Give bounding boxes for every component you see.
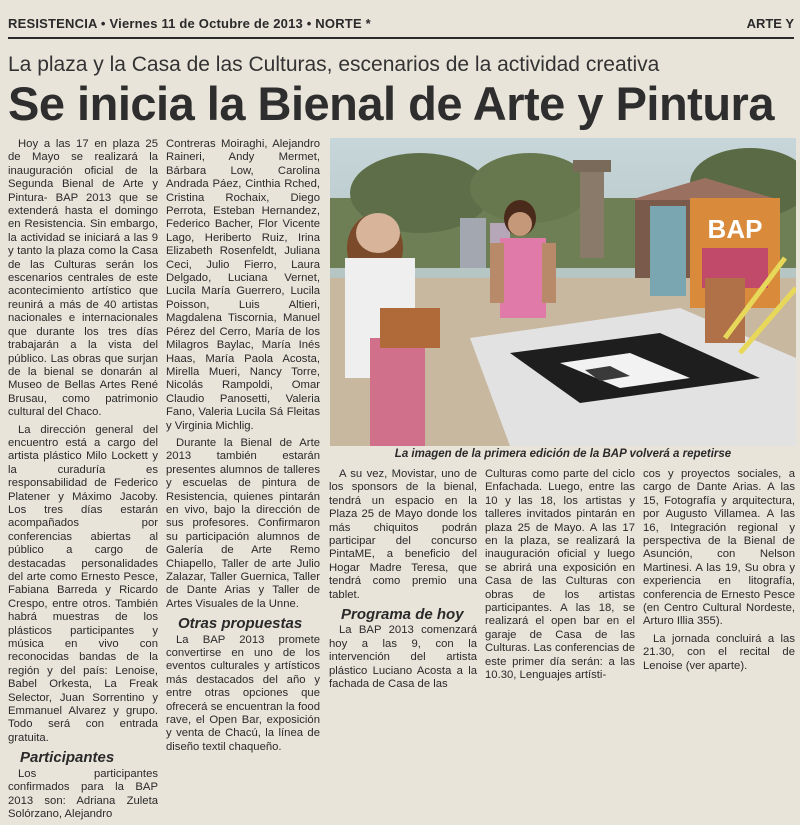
article-column-1 bbox=[8, 138, 158, 825]
subheading-participants: Participantes bbox=[20, 749, 115, 767]
paragraph: cos y proyectos sociales, a cargo de Dante Arias. A las 15, Fotografía y arquitectura, por Augusto Villamea. A las 16, Integración regional y perspectiva de la Bienal de Asunción, con Nelson Martinesi. A las 19, Su obra y experiencia en litografía, conferencia de Ernesto Pesce (en Centro Cultural Nordeste, Arturo Illia 355). bbox=[643, 468, 795, 628]
paragraph: Contreras Moiraghi, Alejandro Raineri, Andy Mermet, Bárbara Low, Carolina Andrada Páez, Cinthia Rched, Cristina Rochaix, Diego Perrota, Esteban Hernandez, Federico Bacher, Flor Vicente Lago, Heriberto Ruiz, Irina Elizabeth Rosenfeldt, Juliana Ceci, Julio Fierro, Laura Delgado, Luciana Vernet, Lucila María Guerrero, Lucila Poisson, Luis Altieri, Magdalena Tiscornia, Manuel Pérez del Cerro, María de los Milagros Baylac, María Inés Haas, María Paola Acosta, Mirella Mueri, Nancy Torre, Nicolás Rampoldi, Omar Claudio Panosetti, Valeria Fano, Valeria Lucila Sá Fleitas y Virginia Michlig. bbox=[166, 138, 320, 432]
article-photo bbox=[330, 138, 796, 446]
article-column-4 bbox=[485, 468, 635, 687]
header-section: ARTE Y bbox=[746, 16, 794, 31]
subheading-otras-propuestas: Otras propuestas bbox=[178, 615, 303, 633]
photo-illustration bbox=[330, 138, 796, 446]
article-column-5 bbox=[643, 468, 795, 677]
paragraph: La dirección general del encuentro está a cargo del artista plástico Milo Lockett y la curaduría es responsabilidad de Federico Platener y Máximo Jacoby. Los tres días estarán acompañados por conferencias abiertas al público a cargo de destacadas personalidades del arte como Ernesto Pesce, Fabiana Barreda y Ricardo Crespo, entre otros. También habrá muestras de los plásticos participantes y música en vivo con reconocidas bandas de la región y del país: Lenoise, Babel Orkesta, La Freak Selector, Juan Sorrentino y Emmanuel Alvarez y grupo. Todo será con entrada gratuita. bbox=[8, 423, 158, 744]
paragraph: Los participantes confirmados para la BAP 2013 son: Adriana Zuleta Solórzano, Alejandro bbox=[8, 767, 158, 820]
paragraph: La BAP 2013 promete convertirse en uno de los eventos culturales y artísticos más destacados del año y entre otras opciones que ofrecerá se encuentran la food rave, el Open Bar, exposición y venta de Chacú, la línea de diseño textil chaqueño. bbox=[166, 633, 320, 753]
article-headline: Se inicia la Bienal de Arte y Pintura bbox=[8, 77, 774, 130]
article-column-3 bbox=[329, 468, 477, 696]
paragraph: A su vez, Movistar, uno de los sponsors de la bienal, tendrá un espacio en la Plaza 25 de Mayo donde los más chiquitos podrán participar del concurso PintaME, a beneficio del Hogar Madre Teresa, que tendrá como premio una tablet. bbox=[329, 468, 477, 601]
paragraph: Culturas como parte del ciclo Enfachada. Luego, entre las 10 y las 18, los artistas y talleres invitados pintarán en plaza 25 de Mayo. A las 17 en la plaza, se realizará la inauguración oficial y luego se abrirá una exposición en Casa de las Culturas con obras de los artistas participantes. A las 18, se realizará el open bar en el garaje de Casa de las Culturas. Las conferencias de este primer día serán: a las 10.30, Lenguajes artísti- bbox=[485, 468, 635, 682]
photo-caption: La imagen de la primera edición de la BAP volverá a repetirse bbox=[394, 448, 732, 460]
paragraph: La BAP 2013 comenzará hoy a las 9, con la intervención del artista plástico Luciano Acosta a la fachada de Casa de las bbox=[329, 624, 477, 691]
page-header bbox=[0, 4, 800, 36]
paragraph: La jornada concluirá a las 21.30, con el recital de Lenoise (ver aparte). bbox=[643, 632, 795, 672]
paragraph: Hoy a las 17 en plaza 25 de Mayo se realizará la inauguración oficial de la Segunda Bienal de Arte y Pintura- BAP 2013 que se extenderá hasta el domingo en Resistencia. Sin embargo, la actividad se iniciará a las 9 y tanto la plaza como la Casa de las Culturas serán los escenarios centrales de este acontecimiento artístico que reunirá a más de 40 artistas nacionales e internacionales que durante los tres días trabajarán a la vista del público. Las obras que surjan de la bienal se donarán al Museo de Bellas Artes René Brusau, como patrimonio cultural del Chaco. bbox=[8, 138, 158, 419]
subheading-programa-de-hoy: Programa de hoy bbox=[341, 606, 464, 624]
article-column-2 bbox=[166, 138, 320, 758]
bap-sign-text: BAP bbox=[707, 214, 763, 244]
header-dateline: RESISTENCIA • Viernes 11 de Octubre de 2013 • NORTE * bbox=[8, 16, 371, 31]
paragraph: Durante la Bienal de Arte 2013 también estarán presentes alumnos de talleres y escuelas de pintura de Resistencia, quienes pintarán en vivo, bajo la dirección de sus profesores. Confirmaron su participación alumnos de Galería de Arte Remo Chiapello, Taller de arte Julio Zalazar, Taller Guernica, Taller de Dante Arias y Taller de Artes Visuales de la Unne. bbox=[166, 436, 320, 610]
article-kicker: La plaza y la Casa de las Culturas, escenarios de la actividad creativa bbox=[8, 53, 660, 76]
header-rule bbox=[8, 37, 794, 39]
